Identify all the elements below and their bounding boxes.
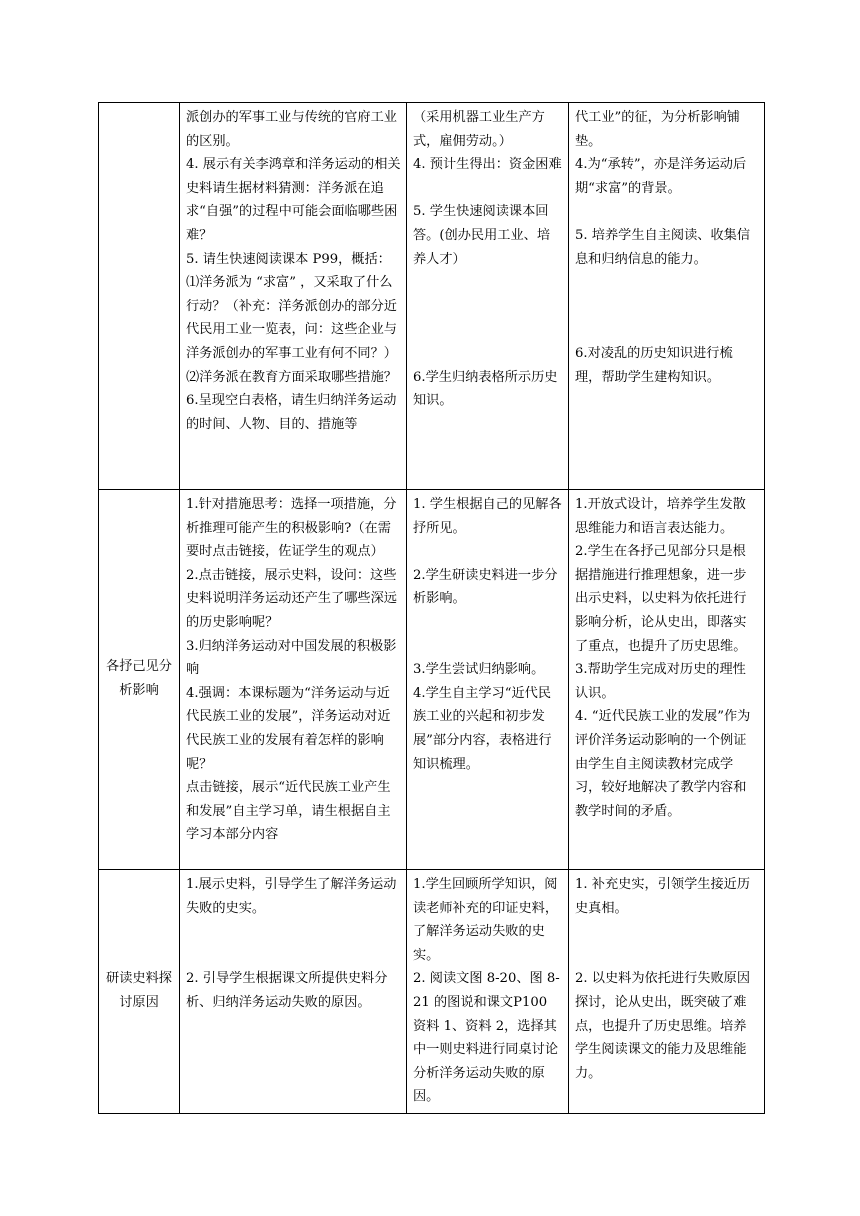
intent-item: 6.对凌乱的历史知识进行梳理，帮助学生建构知识。 (575, 345, 733, 385)
intent-item: 代工业”的征，为分析影响铺垫。 (575, 110, 740, 149)
stage-cell: 研读史料探讨原因 (99, 870, 180, 1114)
student-step: 4.学生自主学习“近代民族工业的兴起和初步发展”部分内容，表格进行知识梳理。 (413, 685, 552, 772)
lesson-plan-table (98, 102, 765, 1114)
teacher-step: 1.针对措施思考：选择一项措施，分析推理可能产生的积极影响?（在需要时点击链接，佐证学生的观点） (186, 497, 397, 560)
intent-item: 1. 补充史实，引领学生接近历史真相。 (575, 877, 751, 916)
student-step: 6.学生归纳表格所示历史知识。 (413, 369, 558, 409)
student-step: 1. 学生根据自己的见解各抒所见。 (413, 497, 562, 536)
student-step: （采用机器工业生产方式，雇佣劳动。） (413, 110, 545, 149)
student-activity-cell (407, 490, 569, 870)
teacher-activity-cell (180, 103, 407, 490)
table-row (99, 870, 765, 1114)
table-row (99, 490, 765, 870)
intent-item: 5. 培养学生自主阅读、收集信息和归纳信息的能力。 (575, 227, 751, 267)
table-row (99, 103, 765, 490)
student-step: 3.学生尝试归纳影响。 (413, 662, 545, 678)
design-intent-cell (569, 870, 765, 1114)
teacher-activity-cell (180, 870, 407, 1114)
teacher-step: 4. 展示有关李鸿章和洋务运动的相关史料请生据材料猜测：洋务派在追求“自强”的过程中可能会面临哪些困难？ (186, 157, 401, 243)
teacher-step: 2.点击链接，展示史料，设问：这些史料说明洋务运动还产生了哪些深远的历史影响呢？ (186, 567, 397, 630)
student-step: 1.学生回顾所学知识，阅读老师补充的印证史料，了解洋务运动失败的史实。 (413, 877, 559, 963)
student-step: 2.学生研读史料进一步分析影响。 (413, 567, 558, 607)
design-intent-cell (569, 103, 765, 490)
design-intent-cell (569, 490, 765, 870)
student-activity-cell (407, 870, 569, 1114)
intent-item: 2.学生在各抒己见部分只是根据措施进行推理想象，进一步出示史料，以史料为依托进行影响分析，论从史出，即落实了重点，也提升了历史思维。 (575, 544, 747, 654)
teacher-step: 4.强调：本课标题为“洋务运动与近代民族工业的发展”，洋务运动对近代民族工业的发展有着怎样的影响呢？ (186, 685, 391, 772)
student-step: 5. 学生快速阅读课本回答。(创办民用工业、培养人才） (413, 204, 551, 267)
teacher-activity-cell (180, 490, 407, 870)
teacher-step: 派创办的军事工业与传统的官府工业的区别。 (186, 110, 397, 149)
teacher-step: 点击链接，展示“近代民族工业产生和发展”自主学习单，请生根据自主学习本部分内容 (186, 780, 391, 843)
stage-cell (99, 103, 180, 490)
teacher-step: 3.归纳洋务运动对中国发展的积极影响 (186, 638, 397, 678)
intent-item: 4. “近代民族工业的发展”作为评价洋务运动影响的一个例证由学生自主阅读教材完成学习，较好地解决了教学内容和教学时间的矛盾。 (575, 709, 751, 819)
teacher-step: 2. 引导学生根据课文所提供史料分析、归纳洋务运动失败的原因。 (186, 971, 388, 1010)
teacher-step: 1.展示史料，引导学生了解洋务运动失败的史实。 (186, 877, 397, 916)
intent-item: 2. 以史料为依托进行失败原因探讨，论从史出，既突破了难点，也提升了历史思维。培养学生阅读课文的能力及思维能力。 (575, 971, 751, 1081)
student-step: 4. 预计生得出：资金困难 (413, 157, 562, 173)
teacher-step: 6.呈现空白表格，请生归纳洋务运动的时间、人物、目的、措施等 (186, 393, 397, 432)
stage-cell: 各抒己见分析影响 (99, 490, 180, 870)
teacher-step: 5. 请生快速阅读课本 P99，概括：⑴洋务派为 “求富” ，又采取了什么行动？（补充：洋务派创办的部分近代民用工业一览表，问：这些企业与洋务派创办的军事工业有何不同？）⑵洋务派在教育方面采取哪些措施？ (186, 251, 397, 385)
student-activity-cell (407, 103, 569, 490)
intent-item: 1.开放式设计，培养学生发散思维能力和语言表达能力。 (575, 497, 746, 536)
student-step: 2. 阅读文图 8-20、图 8-21 的图说和课文P100 资料 1、资料 2，选择其中一则史料进行同桌讨论分析洋务运动失败的原因。 (413, 971, 560, 1105)
intent-item: 4.为“承转”，亦是洋务运动后期“求富”的背景。 (575, 157, 747, 196)
intent-item: 3.帮助学生完成对历史的理性认识。 (575, 662, 746, 701)
